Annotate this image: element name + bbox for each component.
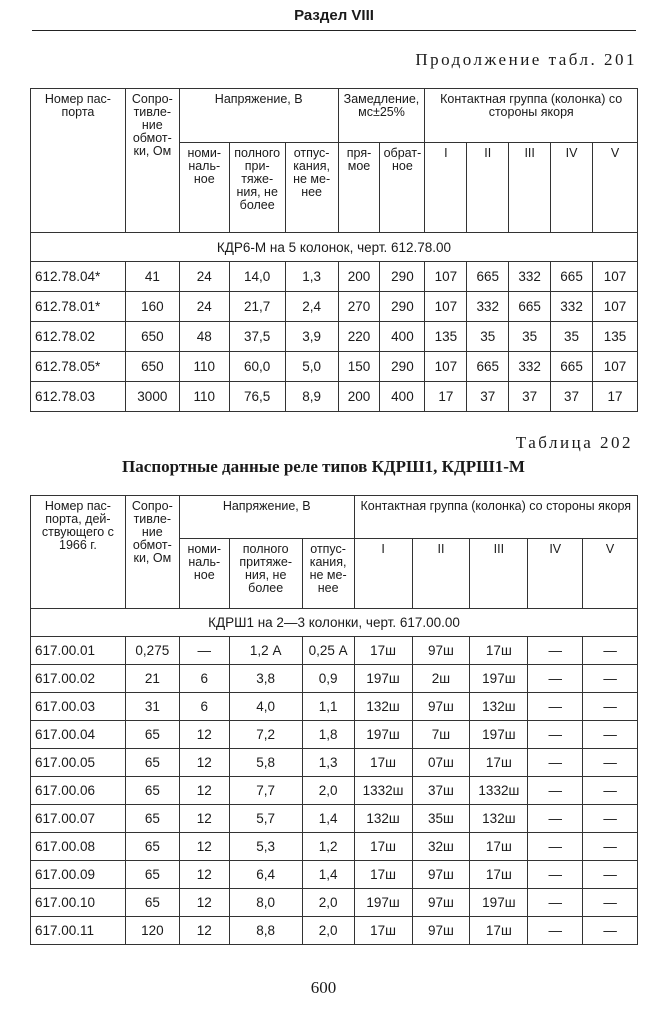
cell: 1,4	[302, 805, 354, 833]
header-voltage: Напряжение, В	[179, 496, 354, 539]
cell: 0,9	[302, 665, 354, 693]
header-contacts: Контактная группа (колонка) со стороны якоря	[354, 496, 637, 539]
table-row	[31, 382, 638, 412]
table-201	[30, 88, 638, 412]
cell: 17ш	[354, 917, 412, 945]
table-row	[31, 721, 638, 749]
cell: 332	[509, 352, 551, 382]
cell: 332	[551, 292, 593, 322]
cell: 6	[179, 665, 229, 693]
header-col-5: V	[593, 143, 638, 233]
cell: —	[583, 749, 638, 777]
table-row	[31, 352, 638, 382]
cell: 17	[593, 382, 638, 412]
header-passport: Номер паспорта, действующего с 1966 г.	[31, 496, 126, 609]
cell: —	[583, 805, 638, 833]
cell: 37ш	[412, 777, 470, 805]
cell: 3,9	[285, 322, 338, 352]
cell: 197ш	[354, 721, 412, 749]
cell: 290	[380, 262, 425, 292]
cell: 110	[179, 382, 229, 412]
cell: 1,1	[302, 693, 354, 721]
table-row	[31, 889, 638, 917]
cell: 4,0	[229, 693, 302, 721]
cell: 17ш	[470, 637, 528, 665]
cell: 617.00.02	[31, 665, 126, 693]
cell: 332	[509, 262, 551, 292]
header-direct: прямое	[338, 143, 380, 233]
header-nominal: номинальное	[179, 143, 229, 233]
header-col-1: I	[354, 539, 412, 609]
cell: 65	[125, 861, 179, 889]
cell: 617.00.09	[31, 861, 126, 889]
cell: 2ш	[412, 665, 470, 693]
cell: —	[528, 889, 583, 917]
cell: 135	[425, 322, 467, 352]
table-row	[31, 292, 638, 322]
cell: 1332ш	[354, 777, 412, 805]
cell: 0,275	[125, 637, 179, 665]
cell: —	[528, 749, 583, 777]
header-col-3: III	[509, 143, 551, 233]
cell: 17ш	[354, 833, 412, 861]
cell: 65	[125, 749, 179, 777]
cell: 617.00.06	[31, 777, 126, 805]
cell: 21	[125, 665, 179, 693]
continuation-title: Продолжение табл. 201	[415, 50, 637, 69]
header-col-3: III	[470, 539, 528, 609]
cell: 35	[509, 322, 551, 352]
header-col-4: IV	[551, 143, 593, 233]
table-row	[31, 777, 638, 805]
cell: 97ш	[412, 861, 470, 889]
table-caption: Паспортные данные реле типов КДРШ1, КДРШ1-М	[122, 457, 525, 476]
cell: 65	[125, 889, 179, 917]
table-202	[30, 495, 638, 945]
cell: 160	[125, 292, 179, 322]
cell: 7ш	[412, 721, 470, 749]
cell: 665	[509, 292, 551, 322]
header-reverse: обратное	[380, 143, 425, 233]
cell: 612.78.04*	[31, 262, 126, 292]
table-row	[31, 917, 638, 945]
table-row	[31, 322, 638, 352]
cell: 107	[593, 352, 638, 382]
cell: 37,5	[229, 322, 285, 352]
cell: 200	[338, 382, 380, 412]
cell: 132ш	[354, 693, 412, 721]
cell: 290	[380, 292, 425, 322]
cell: —	[528, 637, 583, 665]
cell: 220	[338, 322, 380, 352]
cell: 5,0	[285, 352, 338, 382]
cell: 332	[467, 292, 509, 322]
cell: —	[528, 833, 583, 861]
cell: 650	[125, 322, 179, 352]
cell: 665	[467, 262, 509, 292]
cell: —	[583, 777, 638, 805]
table-row	[31, 861, 638, 889]
cell: 400	[380, 382, 425, 412]
cell: 12	[179, 889, 229, 917]
cell: 120	[125, 917, 179, 945]
cell: 290	[380, 352, 425, 382]
header-passport: Номер паспорта	[31, 89, 126, 233]
cell: 132ш	[470, 693, 528, 721]
cell: 31	[125, 693, 179, 721]
cell: 617.00.05	[31, 749, 126, 777]
cell: 617.00.10	[31, 889, 126, 917]
cell: 5,8	[229, 749, 302, 777]
table-row	[31, 805, 638, 833]
cell: 60,0	[229, 352, 285, 382]
cell: 665	[467, 352, 509, 382]
cell: —	[528, 805, 583, 833]
table-row	[31, 262, 638, 292]
cell: 612.78.01*	[31, 292, 126, 322]
cell: —	[528, 693, 583, 721]
header-release: отпускания, не менее	[285, 143, 338, 233]
cell: 97ш	[412, 693, 470, 721]
cell: 21,7	[229, 292, 285, 322]
cell: 48	[179, 322, 229, 352]
cell: 132ш	[354, 805, 412, 833]
page-header	[32, 6, 636, 31]
cell: 65	[125, 805, 179, 833]
cell: —	[583, 833, 638, 861]
table-row	[31, 637, 638, 665]
cell: —	[583, 861, 638, 889]
cell: —	[528, 721, 583, 749]
cell: 17ш	[354, 749, 412, 777]
cell: 1,3	[302, 749, 354, 777]
cell: 7,2	[229, 721, 302, 749]
cell: 6	[179, 693, 229, 721]
cell: 97ш	[412, 917, 470, 945]
cell: 32ш	[412, 833, 470, 861]
cell: 12	[179, 749, 229, 777]
cell: 1,8	[302, 721, 354, 749]
cell: 12	[179, 917, 229, 945]
header-contacts: Контактная группа (колонка) со стороны якоря	[425, 89, 638, 143]
cell: 17	[425, 382, 467, 412]
table-row	[31, 749, 638, 777]
header-resistance: Сопротивление обмотки, Ом	[125, 89, 179, 233]
cell: 270	[338, 292, 380, 322]
table-row	[31, 833, 638, 861]
section-row: КДРШ1 на 2—3 колонки, черт. 617.00.00	[31, 609, 638, 637]
cell: 17ш	[470, 749, 528, 777]
cell: 5,3	[229, 833, 302, 861]
cell: 12	[179, 805, 229, 833]
header-col-1: I	[425, 143, 467, 233]
cell: —	[583, 889, 638, 917]
cell: 1332ш	[470, 777, 528, 805]
cell: —	[583, 637, 638, 665]
cell: 110	[179, 352, 229, 382]
cell: —	[528, 665, 583, 693]
cell: 5,7	[229, 805, 302, 833]
cell: 612.78.03	[31, 382, 126, 412]
cell: 12	[179, 861, 229, 889]
cell: 612.78.02	[31, 322, 126, 352]
cell: 617.00.03	[31, 693, 126, 721]
cell: 65	[125, 721, 179, 749]
cell: 12	[179, 833, 229, 861]
cell: 617.00.08	[31, 833, 126, 861]
cell: —	[583, 665, 638, 693]
header-delay: Замедление, мс±25%	[338, 89, 425, 143]
header-col-2: II	[467, 143, 509, 233]
cell: 617.00.01	[31, 637, 126, 665]
header-voltage: Напряжение, В	[179, 89, 338, 143]
cell: —	[583, 721, 638, 749]
cell: 617.00.11	[31, 917, 126, 945]
cell: 197ш	[354, 889, 412, 917]
cell: 107	[425, 292, 467, 322]
cell: 17ш	[470, 917, 528, 945]
cell: 6,4	[229, 861, 302, 889]
cell: 76,5	[229, 382, 285, 412]
cell: —	[179, 637, 229, 665]
cell: 197ш	[470, 721, 528, 749]
cell: 617.00.04	[31, 721, 126, 749]
cell: 617.00.07	[31, 805, 126, 833]
cell: 650	[125, 352, 179, 382]
cell: 1,2	[302, 833, 354, 861]
cell: 150	[338, 352, 380, 382]
cell: 0,25 А	[302, 637, 354, 665]
cell: 35	[551, 322, 593, 352]
table-row	[31, 665, 638, 693]
cell: 37	[467, 382, 509, 412]
cell: 400	[380, 322, 425, 352]
cell: 200	[338, 262, 380, 292]
table-number: Таблица 202	[515, 433, 633, 452]
cell: —	[583, 693, 638, 721]
cell: 37	[509, 382, 551, 412]
cell: 35ш	[412, 805, 470, 833]
cell: 8,9	[285, 382, 338, 412]
cell: 17ш	[470, 861, 528, 889]
cell: 2,0	[302, 917, 354, 945]
cell: 1,2 А	[229, 637, 302, 665]
cell: 97ш	[412, 889, 470, 917]
cell: 2,0	[302, 889, 354, 917]
cell: 8,0	[229, 889, 302, 917]
header-full-pull: полного притяжения, не более	[229, 143, 285, 233]
cell: 1,3	[285, 262, 338, 292]
cell: —	[528, 861, 583, 889]
cell: 132ш	[470, 805, 528, 833]
cell: 197ш	[470, 665, 528, 693]
header-resistance: Сопротивление обмотки, Ом	[125, 496, 179, 609]
cell: 24	[179, 262, 229, 292]
cell: 665	[551, 352, 593, 382]
cell: 107	[425, 262, 467, 292]
cell: 8,8	[229, 917, 302, 945]
table-row	[31, 693, 638, 721]
cell: 65	[125, 777, 179, 805]
header-col-5: V	[583, 539, 638, 609]
cell: 2,4	[285, 292, 338, 322]
cell: 107	[593, 262, 638, 292]
cell: —	[528, 777, 583, 805]
cell: 107	[593, 292, 638, 322]
cell: 197ш	[470, 889, 528, 917]
cell: —	[583, 917, 638, 945]
cell: 17ш	[354, 861, 412, 889]
section-title: Раздел VIII	[294, 7, 374, 24]
header-col-4: IV	[528, 539, 583, 609]
cell: 37	[551, 382, 593, 412]
cell: 07ш	[412, 749, 470, 777]
cell: 107	[425, 352, 467, 382]
cell: 41	[125, 262, 179, 292]
cell: 17ш	[354, 637, 412, 665]
cell: 12	[179, 777, 229, 805]
cell: 2,0	[302, 777, 354, 805]
cell: —	[528, 917, 583, 945]
cell: 97ш	[412, 637, 470, 665]
cell: 612.78.05*	[31, 352, 126, 382]
cell: 7,7	[229, 777, 302, 805]
cell: 135	[593, 322, 638, 352]
cell: 3000	[125, 382, 179, 412]
cell: 35	[467, 322, 509, 352]
cell: 1,4	[302, 861, 354, 889]
header-release: отпускания, не менее	[302, 539, 354, 609]
header-col-2: II	[412, 539, 470, 609]
section-row: КДР6-М на 5 колонок, черт. 612.78.00	[31, 233, 638, 262]
header-nominal: номинальное	[179, 539, 229, 609]
cell: 12	[179, 721, 229, 749]
header-full-pull: полного притяжения, не более	[229, 539, 302, 609]
cell: 3,8	[229, 665, 302, 693]
cell: 14,0	[229, 262, 285, 292]
cell: 665	[551, 262, 593, 292]
page-number: 600	[310, 978, 337, 997]
cell: 197ш	[354, 665, 412, 693]
cell: 17ш	[470, 833, 528, 861]
cell: 65	[125, 833, 179, 861]
cell: 24	[179, 292, 229, 322]
